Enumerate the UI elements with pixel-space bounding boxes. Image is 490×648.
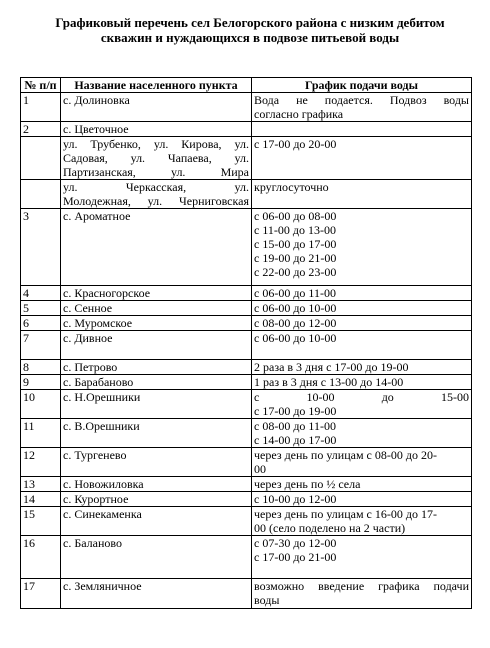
settlement-name-line: с. Баланово: [63, 536, 122, 550]
settlement-name: [61, 301, 252, 316]
schedule-line: с 19-00 до 21-00: [254, 251, 337, 265]
settlement-name: [61, 448, 252, 477]
settlement-name-line: Садовая, ул. Чапаева, ул.: [63, 151, 249, 165]
row-number: 12: [21, 448, 61, 477]
row-number: 14: [21, 492, 61, 507]
table-row: [21, 507, 472, 536]
table-row: [21, 316, 472, 331]
settlement-name: [61, 122, 252, 137]
water-schedule: [252, 286, 472, 301]
settlement-name-line: с. Цветочное: [63, 122, 129, 136]
schedule-line: с 07-30 до 12-00: [254, 536, 337, 550]
schedule-line: с 06-00 до 08-00: [254, 209, 337, 223]
settlement-name-line: с. Курортное: [63, 492, 129, 506]
settlement-name: [61, 390, 252, 419]
water-schedule: [252, 137, 472, 180]
settlement-name: [61, 360, 252, 375]
settlement-name: [61, 180, 252, 209]
row-number: 3: [21, 209, 61, 286]
row-number: 1: [21, 93, 61, 122]
title-line-1: Графиковый перечень сел Белогорского района с низким дебитом: [55, 15, 445, 30]
settlement-name: [61, 286, 252, 301]
settlement-name: [61, 375, 252, 390]
row-number: 16: [21, 536, 61, 579]
schedule-line: с 17-00 до 20-00: [254, 137, 337, 151]
settlement-name-line: с. Петрово: [63, 360, 118, 374]
row-number: [21, 137, 61, 180]
table-row: [21, 448, 472, 477]
water-schedule: [252, 448, 472, 477]
title-line-2: скважин и нуждающихся в подвозе питьевой воды: [100, 30, 400, 45]
water-schedule: [252, 360, 472, 375]
row-number: 5: [21, 301, 61, 316]
schedule-line: через день по ½ села: [254, 477, 361, 491]
schedule-line: с 14-00 до 17-00: [254, 433, 337, 447]
schedule-line: с 06-00 до 10-00: [254, 331, 337, 345]
row-number: 15: [21, 507, 61, 536]
settlement-name-line: с. Долиновка: [63, 93, 130, 107]
table-row: [21, 301, 472, 316]
row-number: 11: [21, 419, 61, 448]
settlement-name-line: с. Синекаменка: [63, 507, 142, 521]
table-row: [21, 209, 472, 286]
settlement-name: [61, 536, 252, 579]
table-row: [21, 477, 472, 492]
settlement-name: [61, 93, 252, 122]
header-number: № п/п: [21, 78, 61, 93]
row-number: 13: [21, 477, 61, 492]
water-schedule: [252, 477, 472, 492]
table-row: [21, 331, 472, 360]
row-number: 2: [21, 122, 61, 137]
header-settlement: Название населенного пункта: [61, 78, 252, 93]
settlement-name-line: с. Тургенево: [63, 448, 127, 462]
schedule-line: через день по улицам с 08-00 до 20-: [254, 448, 437, 462]
schedule-line: с 17-00 до 19-00: [254, 404, 337, 418]
schedule-line: 2 раза в 3 дня с 17-00 до 19-00: [254, 360, 409, 374]
row-number: 10: [21, 390, 61, 419]
settlement-name: [61, 477, 252, 492]
settlement-name-line: Молодежная, ул. Черниговская: [63, 194, 249, 208]
schedule-line: с 10-00 до 12-00: [254, 492, 337, 506]
schedule-line: через день по улицам с 16-00 до 17-: [254, 507, 437, 521]
water-schedule: [252, 331, 472, 360]
settlement-name-line: с. Красногорское: [63, 286, 151, 300]
water-schedule: [252, 316, 472, 331]
table-row: [21, 122, 472, 137]
water-schedule: [252, 507, 472, 536]
schedule-line: с 06-00 до 11-00: [254, 286, 336, 300]
table-row: [21, 180, 472, 209]
row-number: 7: [21, 331, 61, 360]
settlement-name: [61, 316, 252, 331]
water-schedule: [252, 492, 472, 507]
settlement-name: [61, 419, 252, 448]
table-row: [21, 286, 472, 301]
schedule-line: воды: [254, 593, 280, 607]
table-row: [21, 375, 472, 390]
settlement-name-line: ул. Трубенко, ул. Кирова, ул.: [63, 137, 249, 151]
water-schedule: [252, 536, 472, 579]
settlement-name-line: с. Дивное: [63, 331, 113, 345]
row-number: 17: [21, 579, 61, 609]
settlement-name: [61, 492, 252, 507]
settlement-name-line: с. Н.Орешники: [63, 390, 141, 404]
document-title: [20, 15, 480, 45]
schedule-line: 1 раз в 3 дня с 13-00 до 14-00: [254, 375, 404, 389]
row-number: [21, 180, 61, 209]
schedule-line: возможно введение графика подачи: [254, 579, 469, 593]
water-schedule: [252, 180, 472, 209]
schedule-line: с 15-00 до 17-00: [254, 237, 337, 251]
water-schedule-table: [20, 77, 472, 609]
settlement-name: [61, 331, 252, 360]
schedule-line: круглосуточно: [254, 180, 329, 194]
water-schedule: [252, 93, 472, 122]
schedule-line: согласно графика: [254, 107, 344, 121]
schedule-line: 00: [254, 462, 266, 476]
water-schedule: [252, 419, 472, 448]
settlement-name: [61, 209, 252, 286]
settlement-name-line: с. В.Орешники: [63, 419, 140, 433]
settlement-name-line: с. Ароматное: [63, 209, 131, 223]
water-schedule: [252, 375, 472, 390]
schedule-line: с 08-00 до 12-00: [254, 316, 337, 330]
settlement-name-line: Партизанская, ул. Мира: [63, 165, 249, 179]
settlement-name-line: с. Сенное: [63, 301, 113, 315]
row-number: 9: [21, 375, 61, 390]
settlement-name-line: ул. Черкасская, ул.: [63, 180, 249, 194]
settlement-name: [61, 579, 252, 609]
settlement-name: [61, 137, 252, 180]
schedule-line: 00 (село поделено на 2 части): [254, 521, 406, 535]
schedule-line: с 11-00 до 13-00: [254, 223, 336, 237]
header-schedule: График подачи воды: [252, 78, 472, 93]
row-number: 6: [21, 316, 61, 331]
schedule-line: с 17-00 до 21-00: [254, 550, 337, 564]
settlement-name-line: с. Барабаново: [63, 375, 134, 389]
schedule-line: с 08-00 до 11-00: [254, 419, 336, 433]
water-schedule: [252, 122, 472, 137]
table-row: [21, 419, 472, 448]
schedule-line: с 10-00 до 15-00: [254, 390, 469, 404]
water-schedule: [252, 301, 472, 316]
row-number: 4: [21, 286, 61, 301]
table-row: [21, 390, 472, 419]
water-schedule: [252, 579, 472, 609]
settlement-name: [61, 507, 252, 536]
schedule-line: с 06-00 до 10-00: [254, 301, 337, 315]
settlement-name-line: с. Новожиловка: [63, 477, 144, 491]
table-row: [21, 360, 472, 375]
table-row: [21, 536, 472, 579]
water-schedule: [252, 390, 472, 419]
table-row: [21, 492, 472, 507]
table-row: [21, 579, 472, 609]
settlement-name-line: с. Земляничное: [63, 579, 142, 593]
schedule-line: с 22-00 до 23-00: [254, 265, 337, 279]
settlement-name-line: с. Муромское: [63, 316, 133, 330]
water-schedule: [252, 209, 472, 286]
table-row: [21, 93, 472, 122]
table-header-row: [21, 78, 472, 93]
schedule-line: Вода не подается. Подвоз воды: [254, 93, 469, 107]
row-number: 8: [21, 360, 61, 375]
table-row: [21, 137, 472, 180]
